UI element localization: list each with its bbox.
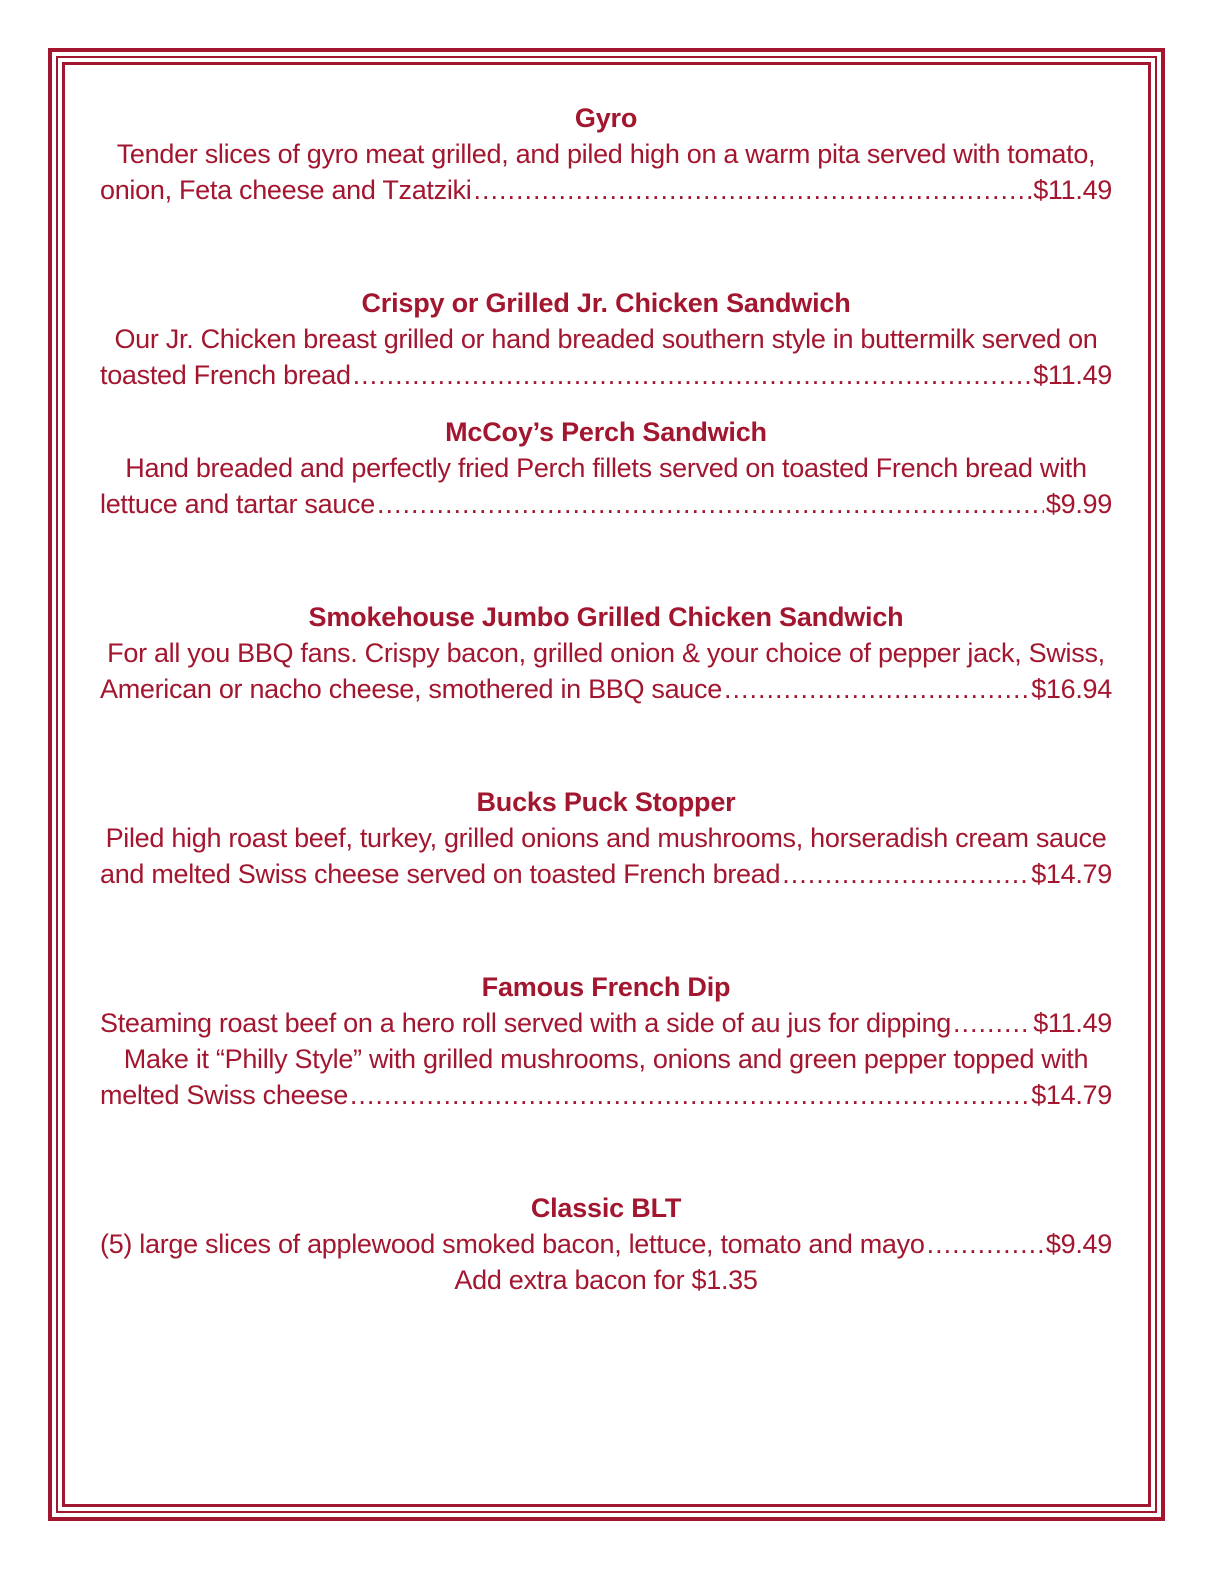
item-price-line: melted Swiss cheese ..... $14.79	[100, 1077, 1112, 1113]
menu-item-gyro	[100, 100, 1112, 208]
item-price: $9.49	[1045, 1229, 1112, 1259]
item-price: $9.99	[1045, 489, 1112, 519]
item-price: $11.49	[1033, 175, 1112, 205]
dot-leader	[782, 856, 1029, 892]
item-price-line: onion, Feta cheese and Tzatziki ..... $11.49	[100, 172, 1112, 208]
item-title: Crispy or Grilled Jr. Chicken Sandwich	[361, 288, 851, 318]
dot-leader	[350, 1077, 1029, 1113]
item-description: Hand breaded and perfectly fried Perch fillets served on toasted French bread with	[125, 453, 1087, 483]
menu-item-smokehouse	[100, 599, 1112, 707]
dot-leader	[353, 357, 1032, 393]
item-price-line: and melted Swiss cheese served on toasted French bread ..... $14.79	[100, 856, 1112, 892]
dot-leader	[953, 1005, 1031, 1041]
menu-item-perch	[100, 414, 1112, 522]
menu-item-bucks-puck-stopper	[100, 784, 1112, 892]
item-price: $11.49	[1033, 1008, 1112, 1038]
dot-leader	[927, 1226, 1044, 1262]
dot-leader	[377, 486, 1044, 522]
item-description: For all you BBQ fans. Crispy bacon, grilled onion & your choice of pepper jack, Swiss,	[107, 638, 1105, 668]
item-price-line: (5) large slices of applewood smoked bacon, lettuce, tomato and mayo ..... $9.49	[100, 1226, 1112, 1262]
item-title: Famous French Dip	[481, 972, 731, 1002]
dot-leader	[473, 172, 1031, 208]
item-price-line: toasted French bread ..... $11.49	[100, 357, 1112, 393]
item-title: Bucks Puck Stopper	[476, 787, 736, 817]
menu-item-french-dip	[100, 969, 1112, 1113]
dot-leader	[724, 671, 1029, 707]
item-description: Make it “Philly Style” with grilled mushrooms, onions and green pepper topped with	[123, 1044, 1089, 1074]
item-price: $14.79	[1031, 1080, 1112, 1110]
item-title: McCoy’s Perch Sandwich	[445, 417, 767, 447]
item-description: Piled high roast beef, turkey, grilled onions and mushrooms, horseradish cream sauce	[105, 823, 1107, 853]
item-price-line: Steaming roast beef on a hero roll served with a side of au jus for dipping ..... $11.49	[100, 1005, 1112, 1041]
item-addon: Add extra bacon for $1.35	[454, 1265, 758, 1295]
item-price: $14.79	[1031, 859, 1112, 889]
item-title: Gyro	[574, 103, 638, 133]
item-price-line: American or nacho cheese, smothered in BBQ sauce ..... $16.94	[100, 671, 1112, 707]
menu-item-jr-chicken	[100, 285, 1112, 393]
item-description: Our Jr. Chicken breast grilled or hand breaded southern style in buttermilk served on	[114, 324, 1098, 354]
menu-item-classic-blt	[100, 1190, 1112, 1298]
item-price-line: lettuce and tartar sauce ..... $9.99	[100, 486, 1112, 522]
item-price: $16.94	[1031, 674, 1112, 704]
item-title: Classic BLT	[530, 1193, 682, 1223]
item-description: Tender slices of gyro meat grilled, and piled high on a warm pita served with tomato,	[116, 139, 1096, 169]
item-title: Smokehouse Jumbo Grilled Chicken Sandwich	[308, 602, 904, 632]
item-price: $11.49	[1033, 360, 1112, 390]
